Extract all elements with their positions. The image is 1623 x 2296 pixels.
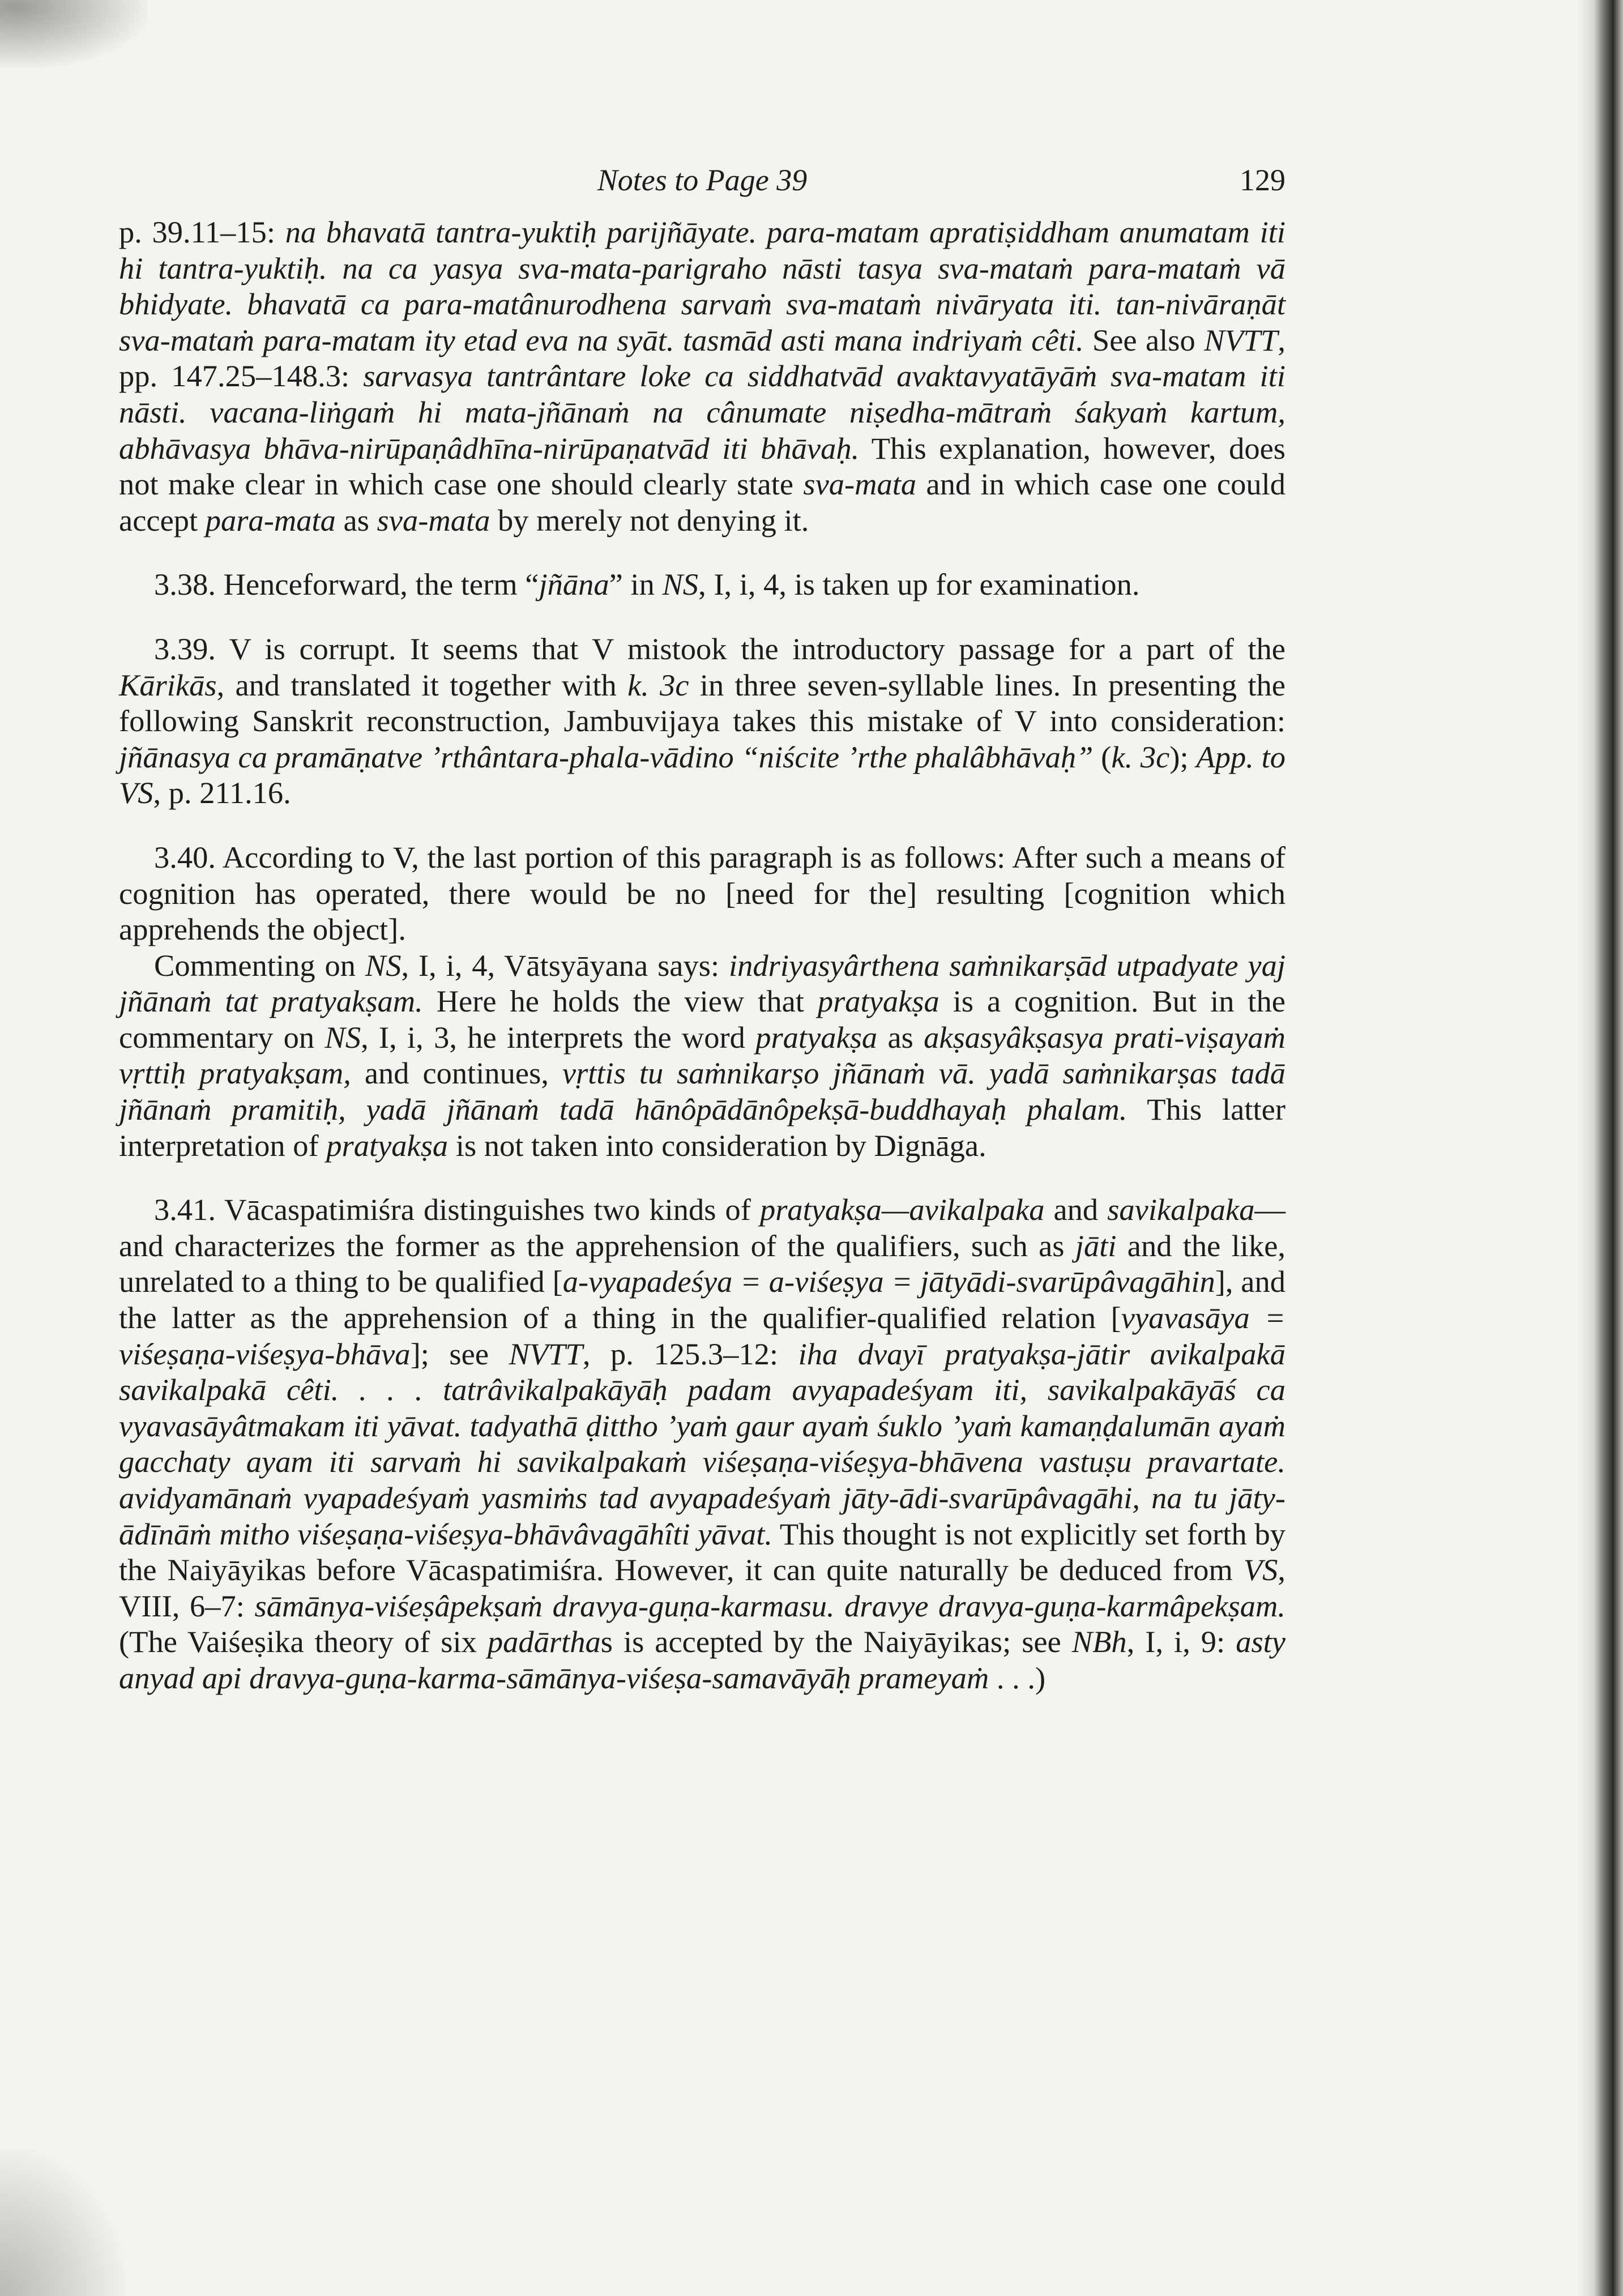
scan-shadow-bottom-left <box>0 2149 125 2296</box>
paragraph-commenting: Commenting on NS, I, i, 4, Vātsyāyana says: indriyasyârthena saṁnikarṣād utpadyate yaj jñānaṁ tat pratyakṣam. Here he holds the view that pratyakṣa is a cognition. But in the commentary on NS, I, i, 3, he interprets the word pratyakṣa as akṣasyâkṣasya prati-viṣayaṁ vṛttiḥ pratyakṣam, and continues, vṛttis tu saṁnikarṣo jñānaṁ vā. yadā saṁnikarṣas tadā jñānaṁ pramitiḥ, yadā jñānaṁ tadā hānôpādānôpekṣā-buddhayaḥ phalam. This latter interpretation of pratyakṣa is not taken into consideration by Dignāga. <box>119 948 1286 1163</box>
paragraph-note-3-38: 3.38. Henceforward, the term “jñāna” in NS, I, i, 4, is taken up for examination. <box>154 567 1140 602</box>
running-title: Notes to Page 39 <box>597 163 808 197</box>
running-header <box>119 157 1285 203</box>
paragraph-note-3-41: 3.41. Vācaspatimiśra distinguishes two kinds of pratyakṣa—avikalpaka and savikalpaka—and characterizes the former as the apprehension of the qualifiers, such as jāti and the like, unrelated to a thing to be qualified [a-vyapadeśya = a-viśeṣya = jātyādi-svarūpâvagāhin], and the latter as the apprehension of a thing in the qualifier-qualified relation [vyavasāya = viśeṣaṇa-viśeṣya-bhāva]; see NVTT, p. 125.3–12: iha dvayī pratyakṣa-jātir avikalpakā savikalpakā cêti. . . . tatrâvikalpakāyāḥ padam avyapadeśyam iti, savikalpakāyāś ca vyavasāyâtmakam iti yāvat. tadyathā ḍittho ’yaṁ gaur ayaṁ śuklo ’yaṁ kamaṇḍalumān ayaṁ gacchaty ayam iti sarvaṁ hi savikalpakaṁ viśeṣaṇa-viśeṣya-bhāvena vastuṣu pravartate. avidyamānaṁ vyapadeśyaṁ yasmiṁs tad avyapadeśyaṁ jāty-ādi-svarūpâvagāhi, na tu jāty-ādīnāṁ mitho viśeṣaṇa-viśeṣya-bhāvâvagāhîti yāvat. This thought is not explicitly set forth by the Naiyāyikas before Vācaspatimiśra. However, it can quite naturally be deduced from VS, VIII, 6–7: sāmānya-viśeṣâpekṣaṁ dravya-guṇa-karmasu. dravye dravya-guṇa-karmâpekṣam. (The Vaiśeṣika theory of six padārthas is accepted by the Naiyāyikas; see NBh, I, i, 9: asty anyad api dravya-guṇa-karma-sāmānya-viśeṣa-samavāyāḥ prameyaṁ . . .) <box>119 1192 1286 1695</box>
page-number: 129 <box>1240 163 1285 197</box>
paragraph-note-39-11: p. 39.11–15: na bhavatā tantra-yuktiḥ parijñāyate. para-matam apratiṣiddham anumatam iti hi tantra-yuktiḥ. na ca yasya sva-mata-parigraho nāsti tasya sva-mataṁ para-mataṁ vā bhidyate. bhavatā ca para-matânurodhena sarvaṁ sva-mataṁ nivāryata iti. tan-nivāraṇāt sva-mataṁ para-matam ity etad eva na syāt. tasmād asti mana indriyaṁ cêti. See also NVTT, pp. 147.25–148.3: sarvasya tantrântare loke ca siddhatvād avaktavyatāyāṁ sva-matam iti nāsti. vacana-liṅgaṁ hi mata-jñānaṁ na cânumate niṣedha-mātraṁ śakyaṁ kartum, abhāvasya bhāva-nirūpaṇâdhīna-nirūpaṇatvād iti bhāvaḥ. This explanation, however, does not make clear in which case one should clearly state sva-mata and in which case one could accept para-mata as sva-mata by merely not denying it. <box>119 215 1285 537</box>
scan-shadow-top-left <box>0 0 147 68</box>
paragraph-note-3-39: 3.39. V is corrupt. It seems that V mistook the introductory passage for a part of the Kārikās, and translated it together with k. 3c in three seven-syllable lines. In presenting the following Sanskrit reconstruction, Jambuvijaya takes this mistake of V into consideration: jñānasya ca pramāṇatve ’rthântara-phala-vādino “niścite ’rthe phalâbhāvaḥ” (k. 3c); App. to VS, p. 211.16. <box>119 631 1285 810</box>
body-text <box>119 214 1285 1696</box>
book-spine-edge <box>1578 0 1623 2296</box>
paragraph-note-3-40: 3.40. According to V, the last portion of this paragraph is as follows: After such a means of cognition has operated, there would be no [need for the] resulting [cognition which apprehends the object]. <box>119 839 1285 947</box>
